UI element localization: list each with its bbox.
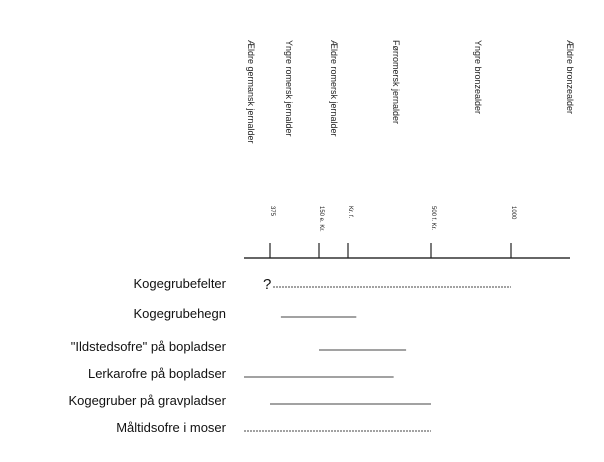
tick-label: 500 f. Kr.: [430, 206, 436, 231]
row-label: Kogegrubehegn: [133, 306, 226, 321]
tick-label: 150 e. Kr.: [318, 206, 324, 232]
period-label: Ældre romersk jernalder: [329, 40, 339, 137]
period-label: Ældre germansk jernalder: [246, 40, 256, 144]
period-labels: [246, 40, 575, 144]
period-label: Yngre bronzealder: [473, 40, 483, 115]
period-label: Førromersk jernalder: [391, 40, 401, 125]
row-label: Kogegrubefelter: [133, 276, 226, 291]
row-label: Kogegruber på gravpladser: [68, 393, 226, 408]
row-label: Måltidsofre i moser: [116, 420, 226, 435]
tick-label: Kr. f.: [347, 206, 353, 219]
uncertainty-marker: ?: [263, 276, 272, 293]
row-label: "Ildstedsofre" på bopladser: [70, 339, 226, 354]
row-label: Lerkarofre på bopladser: [87, 366, 226, 381]
period-label: Yngre romersk jernalder: [284, 40, 294, 137]
timeline-ticks: [269, 206, 516, 258]
phenomena-rows: [68, 276, 511, 435]
tick-label: 1000: [510, 206, 516, 220]
tick-label: 375: [269, 206, 275, 217]
period-label: Ældre bronzealder: [565, 40, 575, 115]
